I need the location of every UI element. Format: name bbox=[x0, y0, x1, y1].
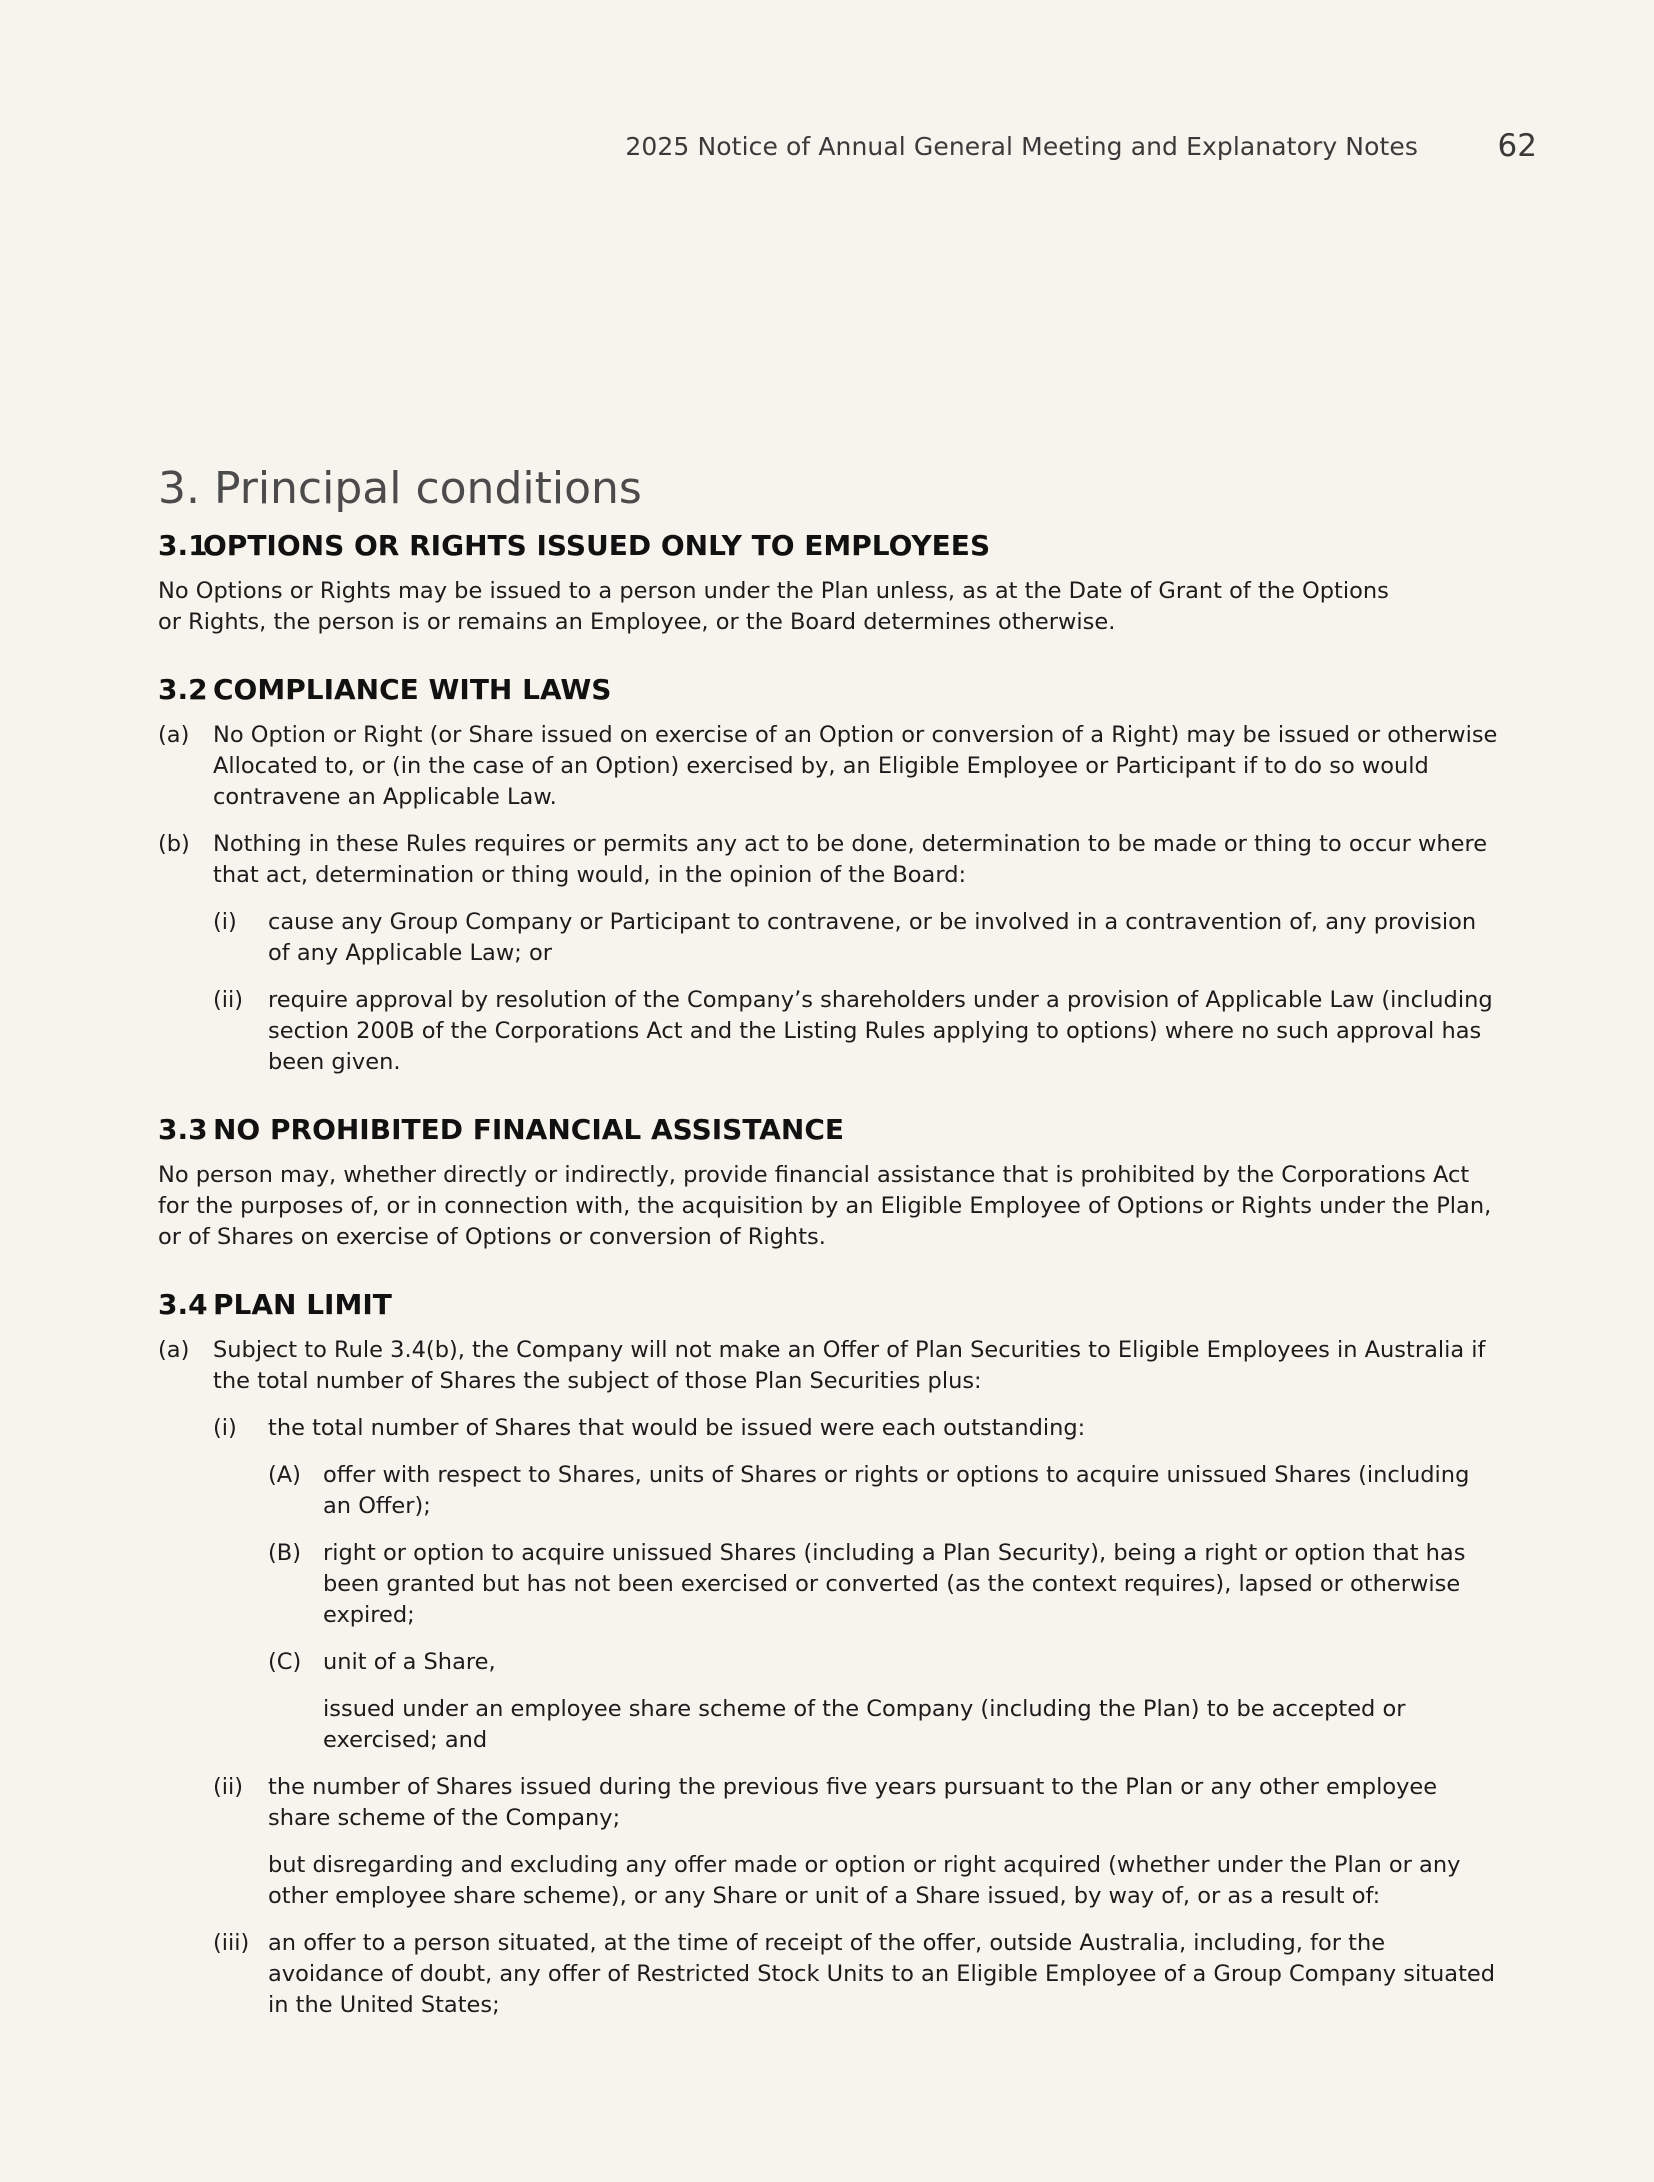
clause-continuation: but disregarding and excluding any offer made or option or right acquired (whether under the Plan or any other employee share scheme), or any Share or unit of a Share issued, by way of, or as a result of: bbox=[268, 1852, 1461, 1909]
clause-label: (ii) bbox=[213, 987, 244, 1013]
page-number: 62 bbox=[1497, 128, 1537, 164]
heading-3-1 bbox=[158, 528, 1498, 564]
clause-label: (a) bbox=[158, 722, 190, 748]
clause-text: No Option or Right (or Share issued on exercise of an Option or conversion of a Right) may be issued or otherwise Allocated to, or (in the case of an Option) exercised by, an Eligible Employee or Participant if to do so would contravene an Applicable Law. bbox=[213, 722, 1498, 810]
heading-text: OPTIONS OR RIGHTS ISSUED ONLY TO EMPLOYEES bbox=[203, 529, 991, 562]
clause-3-4-a-iii bbox=[213, 1928, 1498, 2021]
clause-label: (i) bbox=[213, 909, 237, 935]
clause-3-4-a bbox=[158, 1335, 1498, 1397]
clause-label: (B) bbox=[268, 1540, 301, 1566]
clause-3-4-a-i-B bbox=[268, 1538, 1498, 1631]
running-header: 2025 Notice of Annual General Meeting and Explanatory Notes bbox=[625, 132, 1418, 161]
clause-3-4-a-i-A bbox=[268, 1460, 1498, 1522]
clause-label: (iii) bbox=[213, 1930, 250, 1956]
main-content bbox=[158, 462, 1498, 2021]
paragraph-3-1: No Options or Rights may be issued to a person under the Plan unless, as at the Date of Grant of the Options or Rights, the person is or remains an Employee, or the Board determines otherwise. bbox=[158, 578, 1389, 635]
clause-3-4-a-ii bbox=[213, 1772, 1498, 1834]
clause-text: the number of Shares issued during the previous five years pursuant to the Plan or any other employee share scheme of the Company; bbox=[268, 1774, 1438, 1831]
heading-number: 3.3 bbox=[158, 1113, 208, 1146]
paragraph-3-3: No person may, whether directly or indirectly, provide financial assistance that is prohibited by the Corporations Act for the purposes of, or in connection with, the acquisition by an Eligible Employee of Options or Rights under the Plan, or of Shares on exercise of Options or conversion of Rights. bbox=[158, 1162, 1492, 1250]
clause-continuation: issued under an employee share scheme of the Company (including the Plan) to be accepted or exercised; and bbox=[323, 1696, 1406, 1753]
heading-number: 3.4 bbox=[158, 1288, 208, 1321]
clause-label: (b) bbox=[158, 831, 190, 857]
clause-text: Nothing in these Rules requires or permits any act to be done, determination to be made or thing to occur where that act, determination or thing would, in the opinion of the Board: bbox=[213, 831, 1488, 888]
section-title: 3. Principal conditions bbox=[158, 463, 642, 514]
heading-number: 3.1 bbox=[158, 529, 208, 562]
clause-text: the total number of Shares that would be issued were each outstanding: bbox=[268, 1415, 1086, 1441]
clause-3-2-b-i bbox=[213, 907, 1498, 969]
clause-label: (a) bbox=[158, 1337, 190, 1363]
clause-3-2-b-ii bbox=[213, 985, 1498, 1078]
clause-text: right or option to acquire unissued Shares (including a Plan Security), being a right or option that has been granted but has not been exercised or converted (as the context requires), lapsed or otherwise expired; bbox=[323, 1540, 1466, 1628]
clause-label: (i) bbox=[213, 1415, 237, 1441]
clause-3-4-a-i-C bbox=[268, 1647, 1498, 1678]
heading-number: 3.2 bbox=[158, 673, 208, 706]
clause-text: Subject to Rule 3.4(b), the Company will not make an Offer of Plan Securities to Eligible Employees in Australia if the total number of Shares the subject of those Plan Securities plus: bbox=[213, 1337, 1486, 1394]
clause-label: (ii) bbox=[213, 1774, 244, 1800]
heading-3-3 bbox=[158, 1112, 1498, 1148]
clause-text: cause any Group Company or Participant to contravene, or be involved in a contravention of, any provision of any Applicable Law; or bbox=[268, 909, 1477, 966]
clause-label: (A) bbox=[268, 1462, 301, 1488]
clause-text: an offer to a person situated, at the time of receipt of the offer, outside Australia, including, for the avoidance of doubt, any offer of Restricted Stock Units to an Eligible Employee of a Group Company situated in the United States; bbox=[268, 1930, 1496, 2018]
clause-3-2-b bbox=[158, 829, 1498, 891]
heading-text: NO PROHIBITED FINANCIAL ASSISTANCE bbox=[213, 1113, 845, 1146]
heading-3-2 bbox=[158, 672, 1498, 708]
clause-text: require approval by resolution of the Company’s shareholders under a provision of Applicable Law (including section 200B of the Corporations Act and the Listing Rules applying to options) where no such approval has been given. bbox=[268, 987, 1493, 1075]
clause-label: (C) bbox=[268, 1649, 302, 1675]
heading-text: PLAN LIMIT bbox=[213, 1288, 392, 1321]
clause-3-2-a bbox=[158, 720, 1498, 813]
clause-text: unit of a Share, bbox=[323, 1649, 496, 1675]
clause-text: offer with respect to Shares, units of Shares or rights or options to acquire unissued Shares (including an Offer); bbox=[323, 1462, 1470, 1519]
heading-text: COMPLIANCE WITH LAWS bbox=[213, 673, 612, 706]
heading-3-4 bbox=[158, 1287, 1498, 1323]
clause-3-4-a-i bbox=[213, 1413, 1498, 1444]
